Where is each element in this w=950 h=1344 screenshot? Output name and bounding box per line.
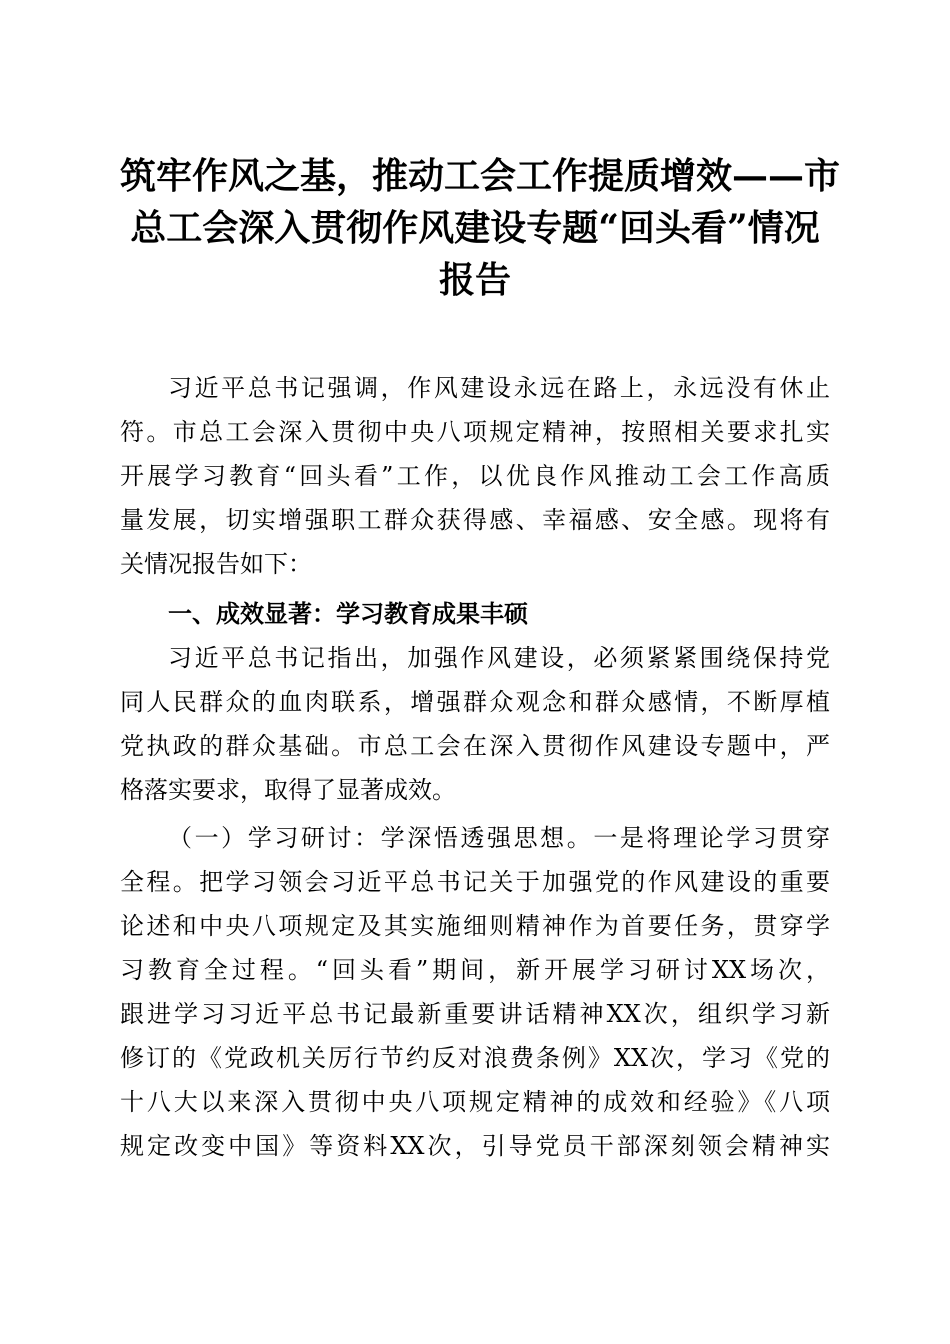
paragraph-line: 论述和中央八项规定及其实施细则精神作为首要任务，贯穿学 <box>120 912 830 940</box>
paragraph-line: 修订的《党政机关厉行节约反对浪费条例》XX次，学习《党的 <box>120 1044 830 1072</box>
paragraph-line: 规定改变中国》等资料XX次，引导党员干部深刻领会精神实 <box>120 1132 830 1160</box>
section-heading: 一、成效显著：学习教育成果丰硕 <box>168 600 528 628</box>
paragraph-line: 习近平总书记强调，作风建设永远在路上，永远没有休止 <box>168 374 830 402</box>
paragraph-line: 量发展，切实增强职工群众获得感、幸福感、安全感。现将有 <box>120 506 830 534</box>
section-paragraph <box>120 636 830 812</box>
paragraph-line: 跟进学习习近平总书记最新重要讲话精神XX次，组织学习新 <box>120 1000 830 1028</box>
paragraph-line: 十八大以来深入贯彻中央八项规定精神的成效和经验》《八项 <box>120 1088 830 1116</box>
paragraph-line: 习近平总书记指出，加强作风建设，必须紧紧围绕保持党 <box>168 644 830 672</box>
intro-paragraph <box>120 366 830 586</box>
title-line: 报告 <box>438 259 511 301</box>
paragraph-line: 同人民群众的血肉联系，增强群众观念和群众感情，不断厚植 <box>120 688 830 716</box>
paragraph-line: 习教育全过程。“回头看”期间，新开展学习研讨XX场次， <box>120 956 830 984</box>
paragraph-line: 党执政的群众基础。市总工会在深入贯彻作风建设专题中，严 <box>120 732 830 760</box>
title-line: 总工会深入贯彻作风建设专题“回头看”情况 <box>130 207 820 249</box>
paragraph-line: 符。市总工会深入贯彻中央八项规定精神，按照相关要求扎实 <box>120 418 830 446</box>
paragraph-line: 关情况报告如下： <box>120 550 312 578</box>
paragraph-line: 格落实要求，取得了显著成效。 <box>120 776 456 804</box>
document-body <box>120 366 830 1168</box>
paragraph-line: （一）学习研讨：学深悟透强思想。一是将理论学习贯穿 <box>168 824 830 852</box>
document-title <box>120 150 841 306</box>
paragraph-line: 开展学习教育“回头看”工作，以优良作风推动工会工作高质 <box>120 462 830 490</box>
title-line: 筑牢作风之基，推动工会工作提质增效——市 <box>120 155 841 197</box>
paragraph-line: 全程。把学习领会习近平总书记关于加强党的作风建设的重要 <box>120 868 830 896</box>
subsection-paragraph <box>120 816 830 1168</box>
